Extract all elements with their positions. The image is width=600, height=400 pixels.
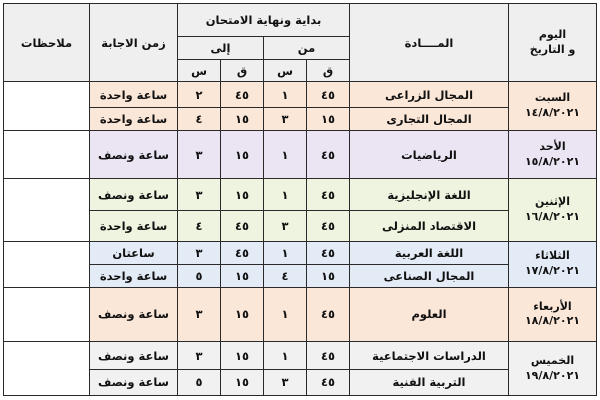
- to-minute-cell: ٤٥: [221, 241, 264, 264]
- header-to-minute: ق: [221, 60, 264, 82]
- to-hour-cell: ٤: [178, 211, 221, 242]
- day-date: ١٧/٨/٢٠٢١: [524, 264, 581, 278]
- to-hour-cell: ٣: [178, 241, 221, 264]
- notes-cell: [4, 179, 90, 241]
- from-minute-cell: ٤٥: [307, 342, 350, 369]
- subject-cell: التربية الفنية: [350, 369, 509, 395]
- to-hour-cell: ٣: [178, 287, 221, 342]
- to-minute-cell: ١٥: [221, 264, 264, 287]
- duration-cell: ساعة ونصف: [90, 131, 178, 179]
- table-row: [4, 369, 597, 395]
- table-row: [4, 131, 597, 179]
- from-minute-cell: ٤٥: [307, 211, 350, 242]
- header-exam-start-end: بداية ونهاية الامتحان: [178, 4, 350, 37]
- to-hour-cell: ٥: [178, 264, 221, 287]
- day-date: ١٩/٨/٢٠٢١: [524, 368, 581, 382]
- duration-cell: ساعة ونصف: [90, 179, 178, 211]
- to-hour-cell: ٣: [178, 131, 221, 179]
- day-date: ١٥/٨/٢٠٢١: [524, 154, 581, 168]
- header-notes: ملاحظات: [4, 4, 90, 82]
- to-hour-cell: ٢: [178, 82, 221, 108]
- to-hour-cell: ٤: [178, 108, 221, 131]
- subject-cell: المجال التجارى: [350, 108, 509, 131]
- day-cell: [509, 179, 597, 241]
- to-hour-cell: ٣: [178, 179, 221, 211]
- from-hour-cell: ١: [264, 241, 307, 264]
- from-minute-cell: ٤٥: [307, 179, 350, 211]
- header-duration: زمن الاجابة: [90, 4, 178, 82]
- notes-cell: [4, 82, 90, 131]
- to-minute-cell: ١٥: [221, 108, 264, 131]
- table-row: [4, 211, 597, 242]
- to-minute-cell: ١٥: [221, 342, 264, 369]
- subject-cell: الرياضيات: [350, 131, 509, 179]
- from-minute-cell: ١٥: [307, 108, 350, 131]
- to-minute-cell: ٤٥: [221, 82, 264, 108]
- from-minute-cell: ٤٥: [307, 241, 350, 264]
- duration-cell: ساعة واحدة: [90, 82, 178, 108]
- notes-cell: [4, 287, 90, 342]
- day-cell: [509, 342, 597, 396]
- table-row: [4, 342, 597, 369]
- header-day-date: [509, 4, 597, 82]
- from-hour-cell: ٣: [264, 211, 307, 242]
- table-row: [4, 241, 597, 264]
- from-minute-cell: ٤٥: [307, 131, 350, 179]
- subject-cell: الدراسات الاجتماعية: [350, 342, 509, 369]
- header-from-minute: ق: [307, 60, 350, 82]
- subject-cell: اللغة الإنجليزية: [350, 179, 509, 211]
- duration-cell: ساعتان: [90, 241, 178, 264]
- to-minute-cell: ٤٥: [221, 211, 264, 242]
- exam-schedule-table: [3, 3, 597, 396]
- day-cell: [509, 241, 597, 287]
- table-row: [4, 264, 597, 287]
- from-hour-cell: ١: [264, 131, 307, 179]
- table-row: [4, 108, 597, 131]
- notes-cell: [4, 241, 90, 287]
- day-date: ١٤/٨/٢٠٢١: [524, 106, 581, 120]
- duration-cell: ساعة واحدة: [90, 264, 178, 287]
- table-row: [4, 179, 597, 211]
- day-name: الأربعاء: [533, 299, 572, 313]
- header-from-hour: س: [264, 60, 307, 82]
- header-to-hour: س: [178, 60, 221, 82]
- to-hour-cell: ٥: [178, 369, 221, 395]
- to-hour-cell: ٣: [178, 342, 221, 369]
- from-hour-cell: ٤: [264, 264, 307, 287]
- from-hour-cell: ١: [264, 287, 307, 342]
- day-date: ١٦/٨/٢٠٢١: [524, 210, 581, 224]
- header-subject: المــــادة: [350, 4, 509, 82]
- day-cell: [509, 287, 597, 342]
- from-hour-cell: ١: [264, 82, 307, 108]
- subject-cell: المجال الزراعى: [350, 82, 509, 108]
- to-minute-cell: ١٥: [221, 287, 264, 342]
- table-row: [4, 287, 597, 342]
- duration-cell: ساعة واحدة: [90, 211, 178, 242]
- day-cell: [509, 131, 597, 179]
- to-minute-cell: ١٥: [221, 369, 264, 395]
- to-minute-cell: ١٥: [221, 131, 264, 179]
- day-name: السبت: [534, 91, 571, 105]
- from-minute-cell: ٤٥: [307, 369, 350, 395]
- subject-cell: المجال الصناعى: [350, 264, 509, 287]
- from-hour-cell: ١: [264, 179, 307, 211]
- table-row: [4, 82, 597, 108]
- day-cell: [509, 82, 597, 131]
- day-name: الأحد: [539, 139, 566, 153]
- day-name: الخميس: [530, 353, 575, 367]
- subject-cell: العلوم: [350, 287, 509, 342]
- subject-cell: اللغة العربية: [350, 241, 509, 264]
- day-date: ١٨/٨/٢٠٢١: [524, 314, 581, 328]
- day-name: الإثنين: [535, 195, 570, 209]
- duration-cell: ساعة واحدة: [90, 108, 178, 131]
- header-day-label: اليوم: [538, 27, 567, 41]
- subject-cell: الاقتصاد المنزلى: [350, 211, 509, 242]
- from-minute-cell: ٤٥: [307, 287, 350, 342]
- exam-schedule: [3, 3, 596, 396]
- duration-cell: ساعة ونصف: [90, 342, 178, 369]
- to-minute-cell: ١٥: [221, 179, 264, 211]
- header-date-label: و التاريخ: [529, 42, 576, 56]
- from-hour-cell: ٣: [264, 108, 307, 131]
- header-from: من: [264, 37, 350, 60]
- from-minute-cell: ١٥: [307, 264, 350, 287]
- notes-cell: [4, 342, 90, 396]
- duration-cell: ساعة ونصف: [90, 287, 178, 342]
- duration-cell: ساعة ونصف: [90, 369, 178, 395]
- from-hour-cell: ١: [264, 342, 307, 369]
- notes-cell: [4, 131, 90, 179]
- from-hour-cell: ٣: [264, 369, 307, 395]
- header-to: إلى: [178, 37, 264, 60]
- from-minute-cell: ٤٥: [307, 82, 350, 108]
- day-name: الثلاثاء: [535, 249, 570, 263]
